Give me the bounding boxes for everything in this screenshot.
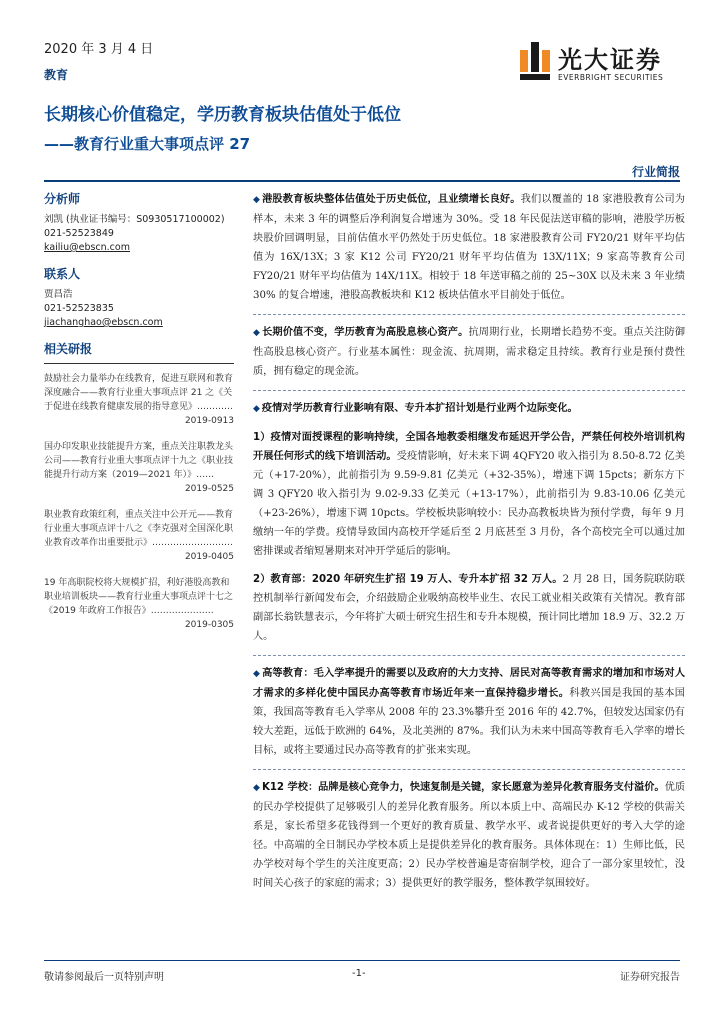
paragraph-separator	[253, 655, 685, 656]
paragraph-lead: 2）教育部：2020 年研究生扩招 19 万人、专升本扩招 32 万人。	[253, 574, 563, 585]
paragraph-lead: K12 学校：品牌是核心竞争力，快速复制是关键，家长愿意为差异化教育服务支付溢价。	[261, 782, 665, 793]
logo-text-en: EVERBRIGHT SECURITIES	[558, 73, 664, 82]
header-divider	[44, 180, 680, 182]
research-item-text: 职业教育政策红利，重点关注中公开元——教育行业重大事项点评十八之《李克强对全国深化职业教育改革作出重要批示》………………………	[44, 510, 234, 548]
paragraph-k12-schools	[253, 778, 685, 893]
paragraph-lead: 长期价值不变，学历教育为高股息核心资产。	[262, 327, 469, 338]
paragraph-higher-education	[253, 664, 685, 760]
contact-name: 贾昌浩	[44, 289, 73, 300]
contact-heading: 联系人	[44, 267, 81, 281]
analyst-name: 刘凯 (执业证书编号：S0930517100002)	[44, 214, 225, 225]
paragraph-epidemic-impact	[253, 399, 685, 419]
logo-mark-icon	[518, 42, 552, 84]
footer-disclaimer: 敬请参阅最后一页特别声明	[44, 972, 164, 983]
related-research-heading: 相关研报	[44, 342, 93, 356]
paragraph-lead: 高等教育：毛入学率提升的需要以及政府的大力支持、居民对高等教育需求的增加和市场对人才需求的多样化使中国民办高等教育市场近年来一直保持稳步增长。	[253, 668, 686, 699]
paragraph-body: 我们以覆盖的 18 家港股教育公司为样本，未来 3 年的调整后净利润复合增速为 30%。受 18 年民促法送审稿的影响，港股学历板块股价回调明显，目前估值水平仍然处于历史低位。18 家港股教育公司 FY20/21 财年平均估值为 16X/13X；3 家 K12 公司 FY20/21 财年平均估值为 13X/11X；9 家高等教育公司 FY20/21 财年平均估值为 14X/11X。相较于 18 年送审稿之前的 25~30X 以及未来 3 年业绩 30% 的复合增速，港股高教板块和 K12 板块估值水平目前处于低位。	[253, 194, 685, 301]
paragraph-body: 优质的民办学校提供了足够吸引人的差异化教育服务。所以本质上中、高端民办 K-12 学校的供需关系是，家长希望多花钱得到一个更好的教育质量、教学水平、或者说提供更好的考入大学的途径。中高端的全日制民办学校本质上是提供差异化的教育服务。具体体现在：1）生师比低，民办学校对每个学生的关注度更高；2）民办学校普遍是寄宿制学校，迎合了一部分家里较忙，没时间关心孩子的家庭的需求；3）提供更好的教学服务，整体教学氛围较好。	[253, 782, 686, 889]
research-item-date: 2019-0913	[184, 416, 234, 426]
research-item-date: 2019-0525	[184, 484, 234, 494]
paragraph-valuation	[253, 190, 685, 305]
analyst-heading: 分析师	[44, 192, 81, 206]
paragraph-enrollment-expansion	[253, 570, 685, 646]
page-number: -1-	[352, 968, 366, 979]
research-item-text: 19 年高职院校将大规模扩招，利好港股高教和职业培训板块——教育行业重大事项点评十七之《2019 年政府工作报告》…………………	[44, 578, 234, 616]
analyst-email-link[interactable]: kailiu@ebscn.com	[44, 242, 130, 253]
page-subtitle: ——教育行业重大事项点评 27	[44, 135, 251, 153]
research-divider	[44, 363, 234, 364]
page-title: 长期核心价值稳定，学历教育板块估值处于低位	[44, 105, 401, 125]
paragraph-body: 2 月 28 日，国务院联防联控机制举行新闻发布会，介绍鼓励企业吸纳高校毕业生、农民工就业相关政策有关情况。教育部副部长翁铁慧表示，今年将扩大硕士研究生招生和专升本规模，预计同比增加 18.9 万、32.2 万人。	[253, 574, 686, 642]
company-logo	[518, 40, 688, 92]
paragraph-body: 受疫情影响，好未来下调 4QFY20 收入指引为 8.50-8.72 亿美元（+17-20%），此前指引为 9.59-9.81 亿美元（+32-35%），增速下调 15pcts；新东方下调 3 QFY20 收入指引为 9.02-9.33 亿美元（+13-17%），此前指引为 9.83-10.06 亿美元（+23-26%），增速下调 10pcts。学校板块影响较小：民办高教板块皆为预付学费，每年 9 月缴纳一年的学费。疫情导致国内高校开学延后至 2 月底甚至 3 月份，各个高校完全可以通过加密排课或者缩短暑期来对冲开学延后的影响。	[253, 451, 685, 557]
diamond-bullet-icon: ◆	[253, 328, 261, 338]
analyst-phone: 021-52523849	[44, 228, 114, 239]
section-tag: 教育	[44, 68, 69, 82]
contact-phone: 021-52523835	[44, 303, 114, 314]
diamond-bullet-icon: ◆	[253, 404, 260, 414]
footer-report-label: 证券研究报告	[620, 972, 680, 983]
main-content	[253, 190, 685, 902]
paragraph-separator	[253, 769, 685, 770]
paragraph-offline-training	[253, 428, 685, 561]
research-item[interactable]	[44, 508, 234, 564]
paragraph-separator	[253, 390, 685, 391]
research-item-date: 2019-0305	[184, 620, 234, 630]
research-item-date: 2019-0405	[184, 552, 234, 562]
diamond-bullet-icon: ◆	[253, 195, 261, 205]
paragraph-body: 科教兴国是我国的基本国策，我国高等教育毛入学率从 2008 年的 23.3%攀升至 2016 年的 42.7%，但较发达国家仍有较大差距，远低于欧洲的 64%，及北美洲的 87%。我们认为未来中国高等教育毛入学率的增长目标，或将主要通过民办高等教育的扩张来实现。	[253, 688, 685, 756]
research-item[interactable]	[44, 576, 234, 632]
report-type: 行业简报	[631, 165, 680, 179]
sidebar	[44, 190, 249, 644]
paragraph-lead: 港股教育板块整体估值处于历史低位，且业绩增长良好。	[262, 194, 521, 205]
paragraph-lead: 疫情对学历教育行业影响有限、专升本扩招计划是行业两个边际变化。	[261, 403, 578, 414]
paragraph-lead: 1）疫情对面授课程的影响持续，全国各地教委相继发布延迟开学公告，严禁任何校外培训机构开展任何形式的线下培训活动。	[253, 432, 685, 462]
diamond-bullet-icon: ◆	[253, 669, 261, 679]
research-item[interactable]	[44, 440, 234, 496]
report-date: 2020 年 3 月 4 日	[44, 42, 154, 57]
paragraph-body: 抗周期行业，长期增长趋势不变。重点关注防御性高股息核心资产。行业基本属性：现金流、抗周期，需求稳定且持续。教育行业是预付费性质，拥有稳定的现金流。	[253, 327, 686, 377]
footer-divider	[44, 960, 680, 961]
paragraph-separator	[253, 314, 685, 315]
research-item-text: 鼓励社会力量举办在线教育，促进互联网和教育深度融合——教育行业重大事项点评 21 之《关于促进在线教育健康发展的指导意见》…………	[44, 374, 234, 412]
paragraph-long-term-value	[253, 323, 685, 381]
research-item[interactable]	[44, 372, 234, 428]
diamond-bullet-icon: ◆	[253, 783, 260, 793]
logo-text-cn: 光大证券	[558, 45, 662, 74]
research-item-text: 国办印发职业技能提升方案，重点关注职教龙头公司——教育行业重大事项点评十九之《职业技能提升行动方案（2019—2021 年）》……	[44, 442, 234, 480]
contact-email-link[interactable]: jiachanghao@ebscn.com	[44, 317, 163, 328]
